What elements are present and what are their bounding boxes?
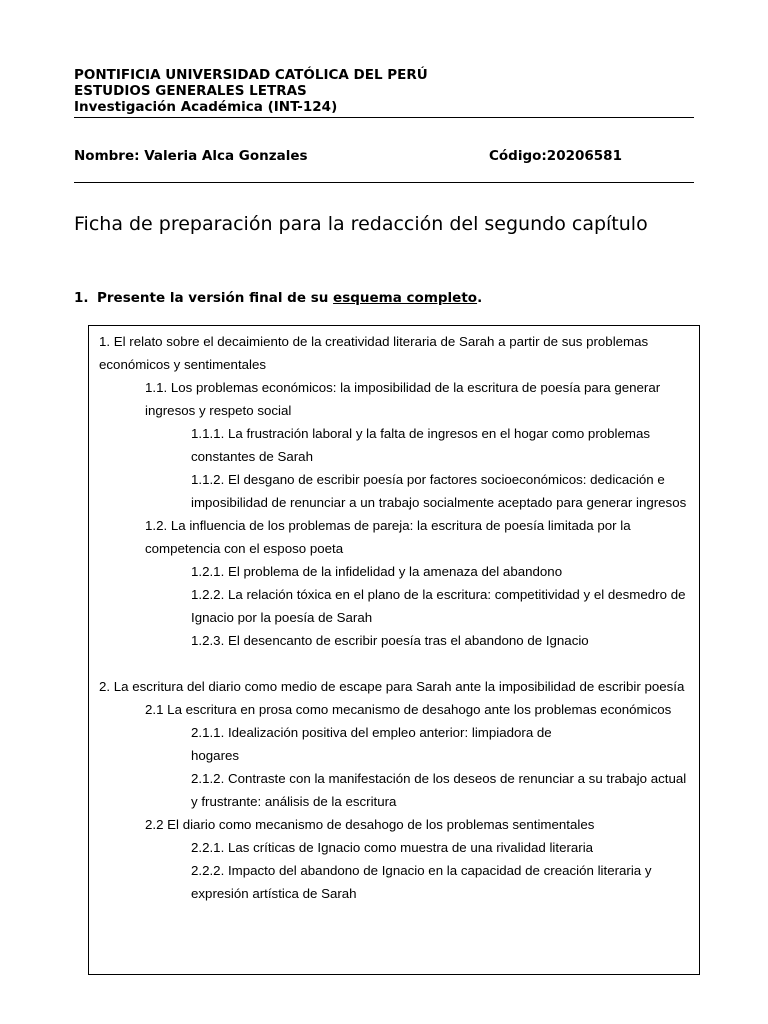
outline-item: 2.1.2. Contraste con la manifestación de los deseos de renunciar a su trabajo actual y frustrante: análisis de la escritura [191,771,687,809]
faculty-name: ESTUDIOS GENERALES LETRAS [74,83,307,99]
outline-item: 2.2.1. Las críticas de Ignacio como muestra de una rivalidad literaria [191,840,594,855]
page-title: Ficha de preparación para la redacción del segundo capítulo [74,213,648,235]
question-text: Presente la versión final de su [97,290,334,306]
student-code: Código:20206581 [489,148,622,164]
question-heading [74,290,482,306]
student-divider [74,182,694,183]
outline-box [88,325,700,975]
student-name: Nombre: Valeria Alca Gonzales [74,148,308,164]
outline-item: 2.2.2. Impacto del abandono de Ignacio en la capacidad de creación literaria y expresión artística de Sarah [191,863,652,901]
outline-item: 1.2.3. El desencanto de escribir poesía tras el abandono de Ignacio [191,633,589,648]
outline-item: 2.1 La escritura en prosa como mecanismo de desahogo ante los problemas económicos [145,702,672,717]
question-text-end: . [477,290,483,306]
student-info [74,148,694,166]
outline-item: 1.1. Los problemas económicos: la imposibilidad de la escritura de poesía para generar ingresos y respeto social [145,380,661,418]
outline-item: 2. La escritura del diario como medio de escape para Sarah ante la imposibilidad de escribir poesía [99,679,685,694]
outline-item: 1.1.2. El desgano de escribir poesía por factores socioeconómicos: dedicación e imposibilidad de renunciar a un trabajo socialmente aceptado para generar ingresos [191,472,687,510]
course-name: Investigación Académica (INT-124) [74,99,338,115]
university-name: PONTIFICIA UNIVERSIDAD CATÓLICA DEL PERÚ [74,67,428,83]
header-divider [74,117,694,118]
outline-item: 1.2.1. El problema de la infidelidad y la amenaza del abandono [191,564,563,579]
question-underlined-text: esquema completo [333,290,478,306]
outline-item: 1.2. La influencia de los problemas de pareja: la escritura de poesía limitada por la competencia con el esposo poeta [145,518,631,556]
document-header [74,67,694,115]
question-number: 1. [74,290,89,306]
outline-item: 1. El relato sobre el decaimiento de la creatividad literaria de Sarah a partir de sus problemas económicos y sentimentales [99,334,649,372]
outline-item: 1.1.1. La frustración laboral y la falta de ingresos en el hogar como problemas constantes de Sarah [191,426,651,464]
outline-item: 2.1.1. Idealización positiva del empleo anterior: limpiadora de hogares [191,725,552,763]
outline-spacer [99,652,689,675]
outline-item: 2.2 El diario como mecanismo de desahogo de los problemas sentimentales [145,817,595,832]
outline-item: 1.2.2. La relación tóxica en el plano de la escritura: competitividad y el desmedro de Ignacio por la poesía de Sarah [191,587,686,625]
